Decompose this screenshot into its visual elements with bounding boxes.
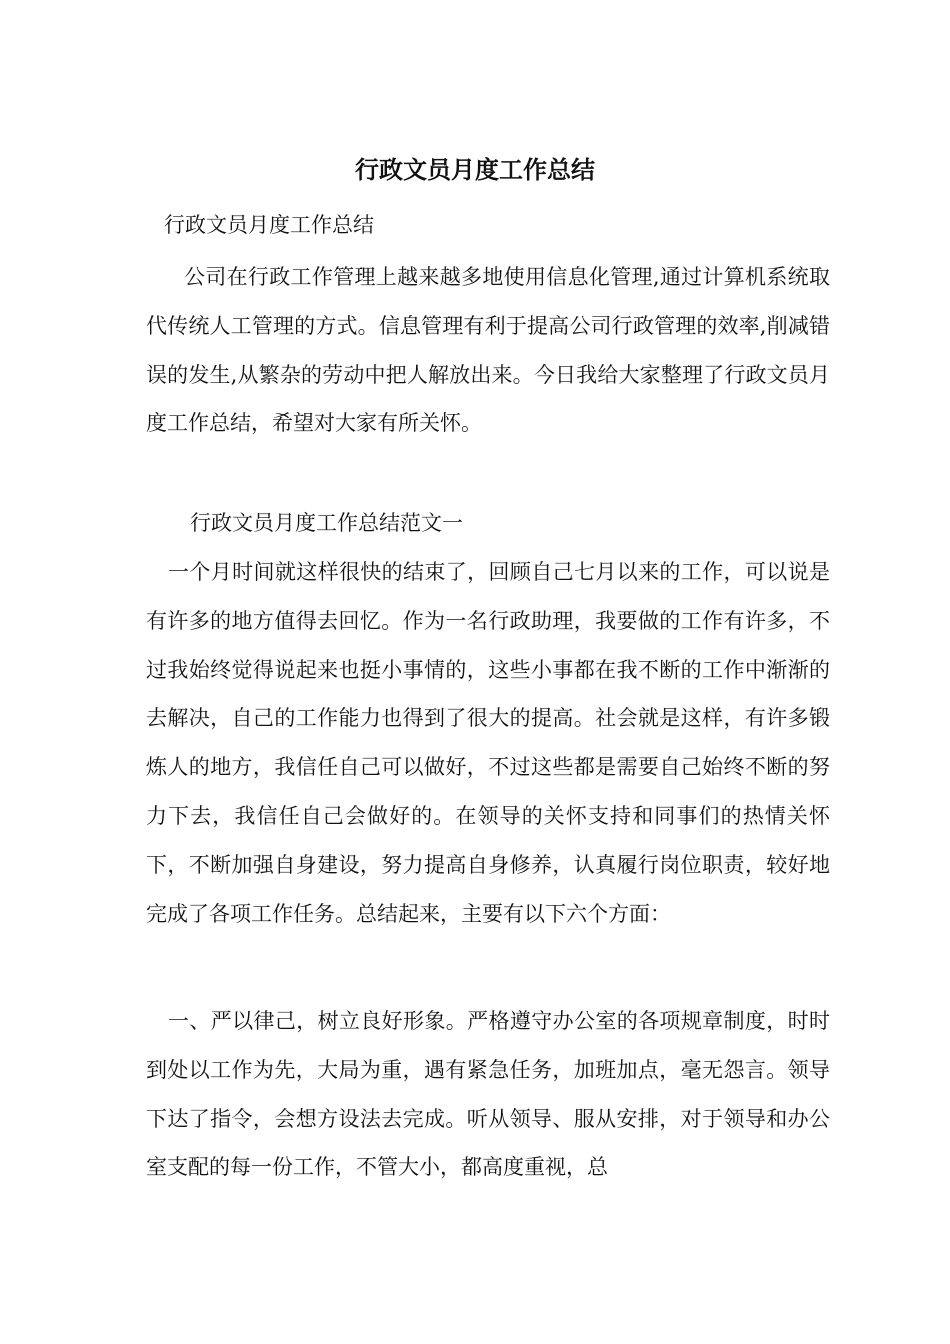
- body-paragraph: 一个月时间就这样很快的结束了，回顾自己七月以来的工作，可以说是有许多的地方值得去回忆。作为一名行政助理，我要做的工作有许多，不过我始终觉得说起来也挺小事情的，这些小事都在我不断的工作中渐渐的去解决，自己的工作能力也得到了很大的提高。社会就是这样，有许多锻炼人的地方，我信任自己可以做好，不过这些都是需要自己始终不断的努力下去，我信任自己会做好的。在领导的关怀支持和同事们的热情关怀下，不断加强自身建设，努力提高自身修养，认真履行岗位职责，较好地完成了各项工作任务。总结起来，主要有以下六个方面：: [146, 560, 830, 926]
- intro-paragraph: 公司在行政工作管理上越来越多地使用信息化管理,通过计算机系统取代传统人工管理的方式。信息管理有利于提高公司行政管理的效率,削减错误的发生,从繁杂的劳动中把人解放出来。今日我给大家整理了行政文员月度工作总结，希望对大家有所关怀。: [146, 265, 830, 436]
- document-subtitle: 行政文员月度工作总结: [164, 213, 374, 237]
- point-one-paragraph: 一、严以律己，树立良好形象。严格遵守办公室的各项规章制度，时时到处以工作为先，大局为重，遇有紧急任务，加班加点，毫无怨言。领导下达了指令，会想方设法去完成。听从领导、服从安排，对于领导和办公室支配的每一份工作，不管大小，都高度重视，总: [146, 1009, 830, 1180]
- section-heading: 行政文员月度工作总结范文一: [190, 511, 463, 535]
- document-title: 行政文员月度工作总结: [355, 155, 595, 184]
